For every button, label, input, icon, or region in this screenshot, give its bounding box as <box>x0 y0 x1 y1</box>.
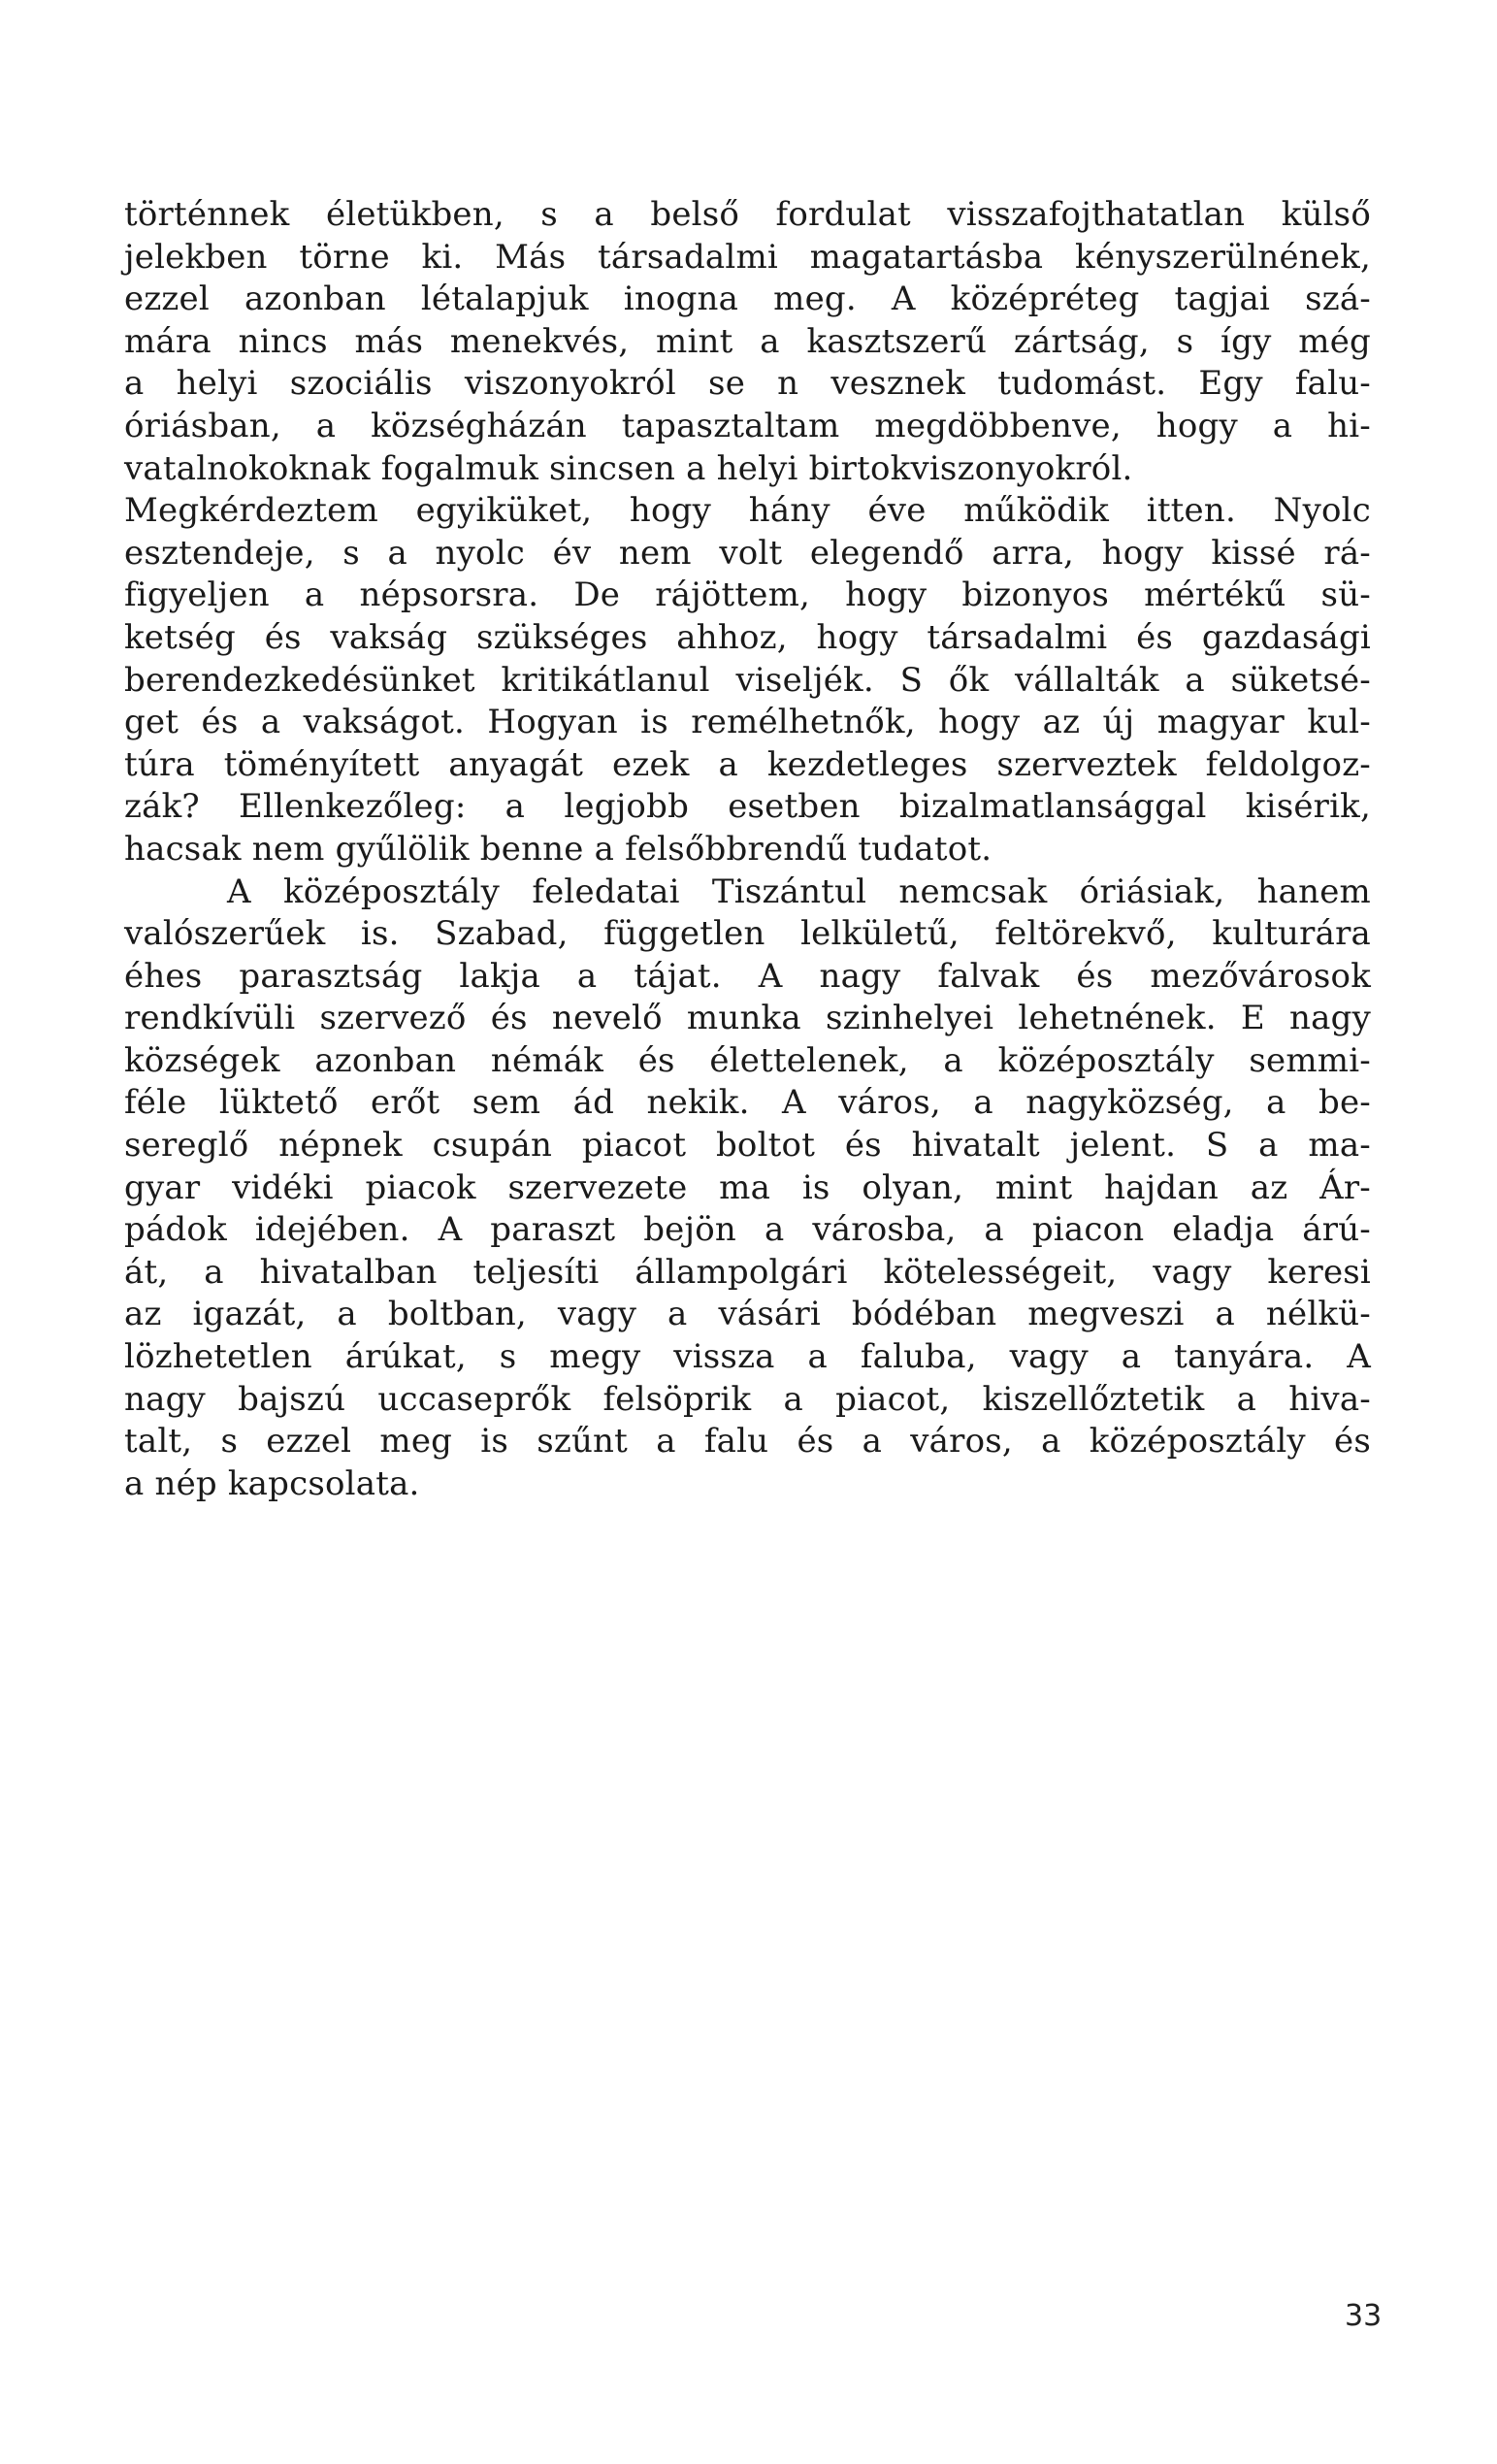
paragraph-1 <box>124 194 1371 871</box>
text-line: féle lüktető erőt sem ád nekik. A város, a nagyközség, a be- <box>124 1083 1371 1123</box>
text-line: át, a hivatalban teljesíti állampolgári kötelességeit, vagy keresi <box>124 1252 1371 1292</box>
text-line: ketség és vakság szükséges ahhoz, hogy társadalmi és gazdasági <box>124 617 1371 657</box>
text-line: esztendeje, s a nyolc év nem volt elegendő arra, hogy kissé rá- <box>124 533 1371 573</box>
text-line: községek azonban némák és élettelenek, a középosztály semmi- <box>124 1040 1371 1080</box>
page-number: 33 <box>1345 2299 1383 2333</box>
text-line: Megkérdeztem egyiküket, hogy hány éve működik itten. Nyolc <box>124 491 1371 531</box>
text-line: a nép kapcsolata. <box>124 1463 420 1503</box>
text-line: túra töményített anyagát ezek a kezdetleges szerveztek feldolgoz- <box>124 744 1371 784</box>
text-line: berendezkedésünket kritikátlanul viseljék. S ők vállalták a süketsé- <box>124 660 1371 700</box>
text-line: nagy bajszú uccaseprők felsöprik a piacot, kiszellőztetik a hiva- <box>124 1379 1371 1419</box>
text-line: a helyi szociális viszonyokról se n vesznek tudomást. Egy falu- <box>124 364 1371 404</box>
text-line: valószerűek is. Szabad, független lelkületű, feltörekvő, kulturára <box>124 914 1371 954</box>
text-line: az igazát, a boltban, vagy a vásári bódéban megveszi a nélkü- <box>124 1295 1371 1334</box>
text-line: pádok idejében. A paraszt bejön a városba, a piacon eladja árú- <box>124 1210 1371 1250</box>
text-line: éhes parasztság lakja a tájat. A nagy falvak és mezővárosok <box>124 956 1371 996</box>
text-line: ezzel azonban létalapjuk inogna meg. A középréteg tagjai szá- <box>124 279 1371 319</box>
body-text <box>124 194 1371 1505</box>
text-line: talt, s ezzel meg is szűnt a falu és a város, a középosztály és <box>124 1422 1371 1462</box>
text-line: A középosztály feledatai Tiszántul nemcsak óriásiak, hanem <box>227 871 1371 911</box>
text-line: vatalnokoknak fogalmuk sincsen a helyi birtokviszonyokról. <box>124 448 1133 488</box>
text-line: mára nincs más menekvés, mint a kasztszerű zártság, s így még <box>124 321 1371 361</box>
text-line: óriásban, a községházán tapasztaltam megdöbbenve, hogy a hi- <box>124 406 1371 445</box>
text-line: történnek életükben, s a belső fordulat visszafojthatatlan külső <box>124 195 1371 234</box>
text-line: get és a vakságot. Hogyan is remélhetnők, hogy az új magyar kul- <box>124 703 1371 742</box>
text-line: lözhetetlen árúkat, s megy vissza a faluba, vagy a tanyára. A <box>124 1337 1371 1377</box>
paragraph-2 <box>124 871 1371 1506</box>
text-line: gyar vidéki piacok szervezete ma is olyan, mint hajdan az Ár- <box>124 1167 1371 1207</box>
text-line: zák? Ellenkezőleg: a legjobb esetben bizalmatlansággal kisérik, <box>124 787 1371 827</box>
text-line: jelekben törne ki. Más társadalmi magatartásba kényszerülnének, <box>124 237 1371 277</box>
text-line: sereglő népnek csupán piacot boltot és hivatalt jelent. S a ma- <box>124 1126 1371 1166</box>
text-line: rendkívüli szervező és nevelő munka szinhelyei lehetnének. E nagy <box>124 999 1371 1038</box>
text-line: hacsak nem gyűlölik benne a felsőbbrendű tudatot. <box>124 829 993 869</box>
text-line: figyeljen a népsorsra. De rájöttem, hogy bizonyos mértékű sü- <box>124 575 1371 615</box>
